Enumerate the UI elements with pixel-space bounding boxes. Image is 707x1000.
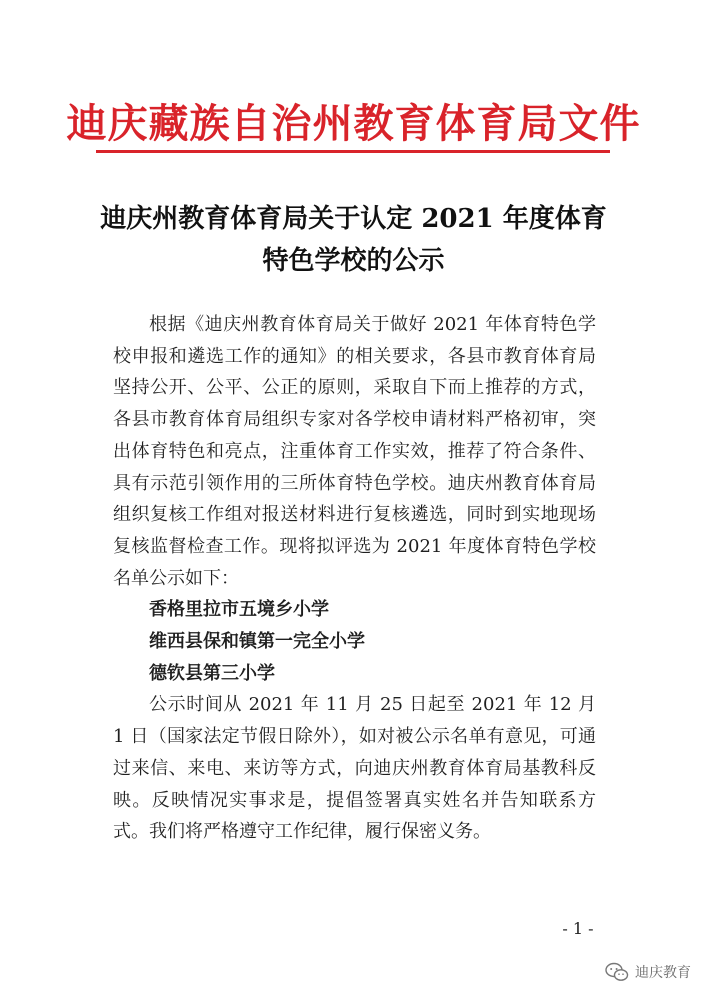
school-list-item: 香格里拉市五境乡小学 (149, 599, 329, 621)
account-watermark (605, 958, 691, 986)
page-number: - 1 - (562, 919, 594, 938)
document-title-line-1: 迪庆州教育体育局关于认定 2021 年度体育 (100, 204, 607, 234)
school-list-item: 德钦县第三小学 (149, 662, 275, 684)
wechat-icon (605, 962, 629, 982)
document-title (80, 198, 627, 282)
body-paragraph-notice: 公示时间从 2021 年 11 月 25 日起至 2021 年 12 月 1 日（国家法定节假日除外），如对被公示名单有意见，可通过来信、来电、来访等方式，向迪庆州教育体育局基教科反映。反映情况实事求是，提倡签署真实姓名并告知联系方式。我们将严格遵守工作纪律，履行保密义务。 (113, 694, 596, 843)
issuer-title: 迪庆藏族自治州教育体育局文件 (66, 100, 641, 147)
school-list-item: 维西县保和镇第一完全小学 (149, 631, 365, 653)
document-title-line-2: 特色学校的公示 (262, 246, 445, 276)
body-paragraph-intro: 根据《迪庆州教育体育局关于做好 2021 年体育特色学校申报和遴选工作的通知》的相关要求，各县市教育体育局坚持公开、公平、公正的原则，采取自下而上推荐的方式，各县市教育体育局组织专家对各学校申请材料严格初审，突出体育特色和亮点，注重体育工作实效，推荐了符合条件、具有示范引领作用的三所体育特色学校。迪庆州教育体育局组织复核工作组对报送材料进行复核遴选，同时到实地现场复核监督检查工作。现将拟评选为 2021 年度体育特色学校名单公示如下： (113, 314, 596, 589)
watermark-label: 迪庆教育 (635, 965, 691, 981)
document-body (113, 309, 596, 848)
red-divider (96, 150, 610, 153)
